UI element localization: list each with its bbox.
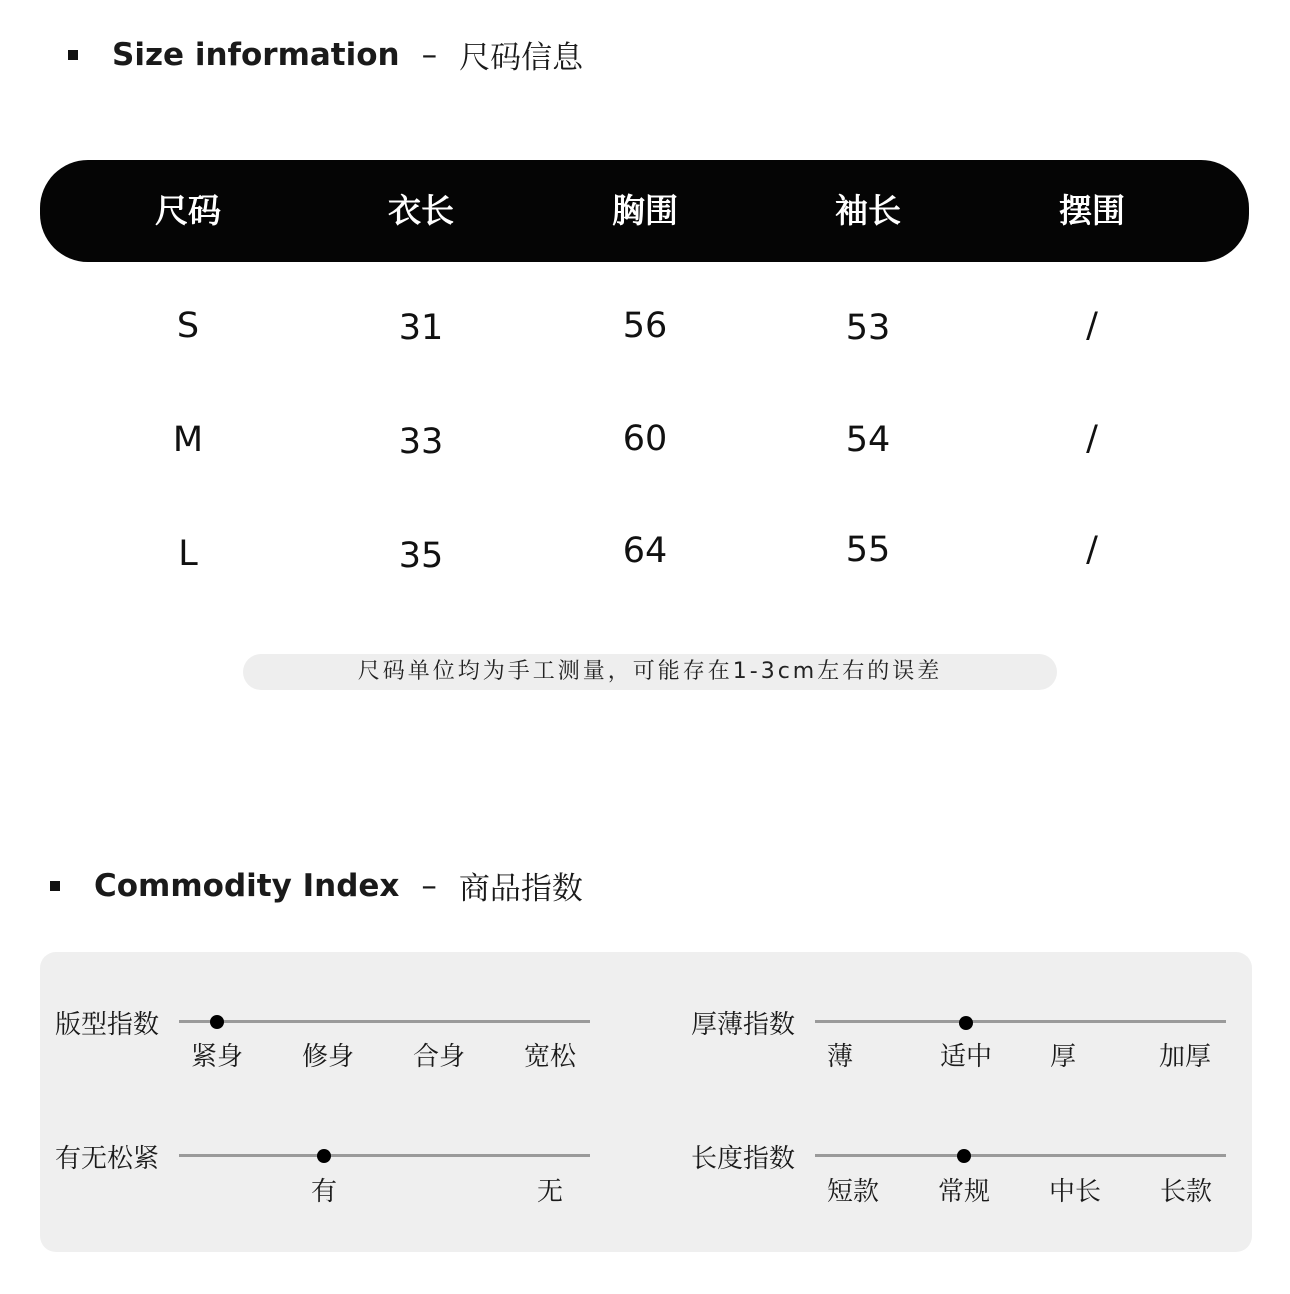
- fit-index-label: 版型指数: [55, 1010, 160, 1040]
- length-index-marker: [957, 1149, 971, 1163]
- length-option: 长款: [1159, 1177, 1213, 1207]
- elasticity-index-track: [179, 1154, 590, 1157]
- size-title-zh: 尺码信息: [459, 40, 584, 76]
- fit-option: 宽松: [523, 1042, 577, 1072]
- length-option: 中长: [1048, 1177, 1102, 1207]
- elasticity-index-marker: [317, 1149, 331, 1163]
- elasticity-option: 有: [310, 1177, 338, 1207]
- thickness-option: 厚: [1049, 1042, 1077, 1072]
- cell-size: S: [176, 306, 200, 346]
- index-section-title: [50, 863, 583, 908]
- index-title-zh: 商品指数: [458, 871, 583, 907]
- title-dash: –: [421, 867, 437, 904]
- cell-length: 31: [398, 308, 444, 348]
- elasticity-index-label: 有无松紧: [55, 1144, 160, 1174]
- length-index-track: [815, 1154, 1226, 1157]
- length-option: 短款: [826, 1177, 880, 1207]
- header-hem: 摆围: [1059, 191, 1125, 230]
- cell-length: 35: [398, 536, 444, 576]
- cell-hem: /: [1086, 419, 1098, 459]
- thickness-index-track: [815, 1020, 1226, 1023]
- cell-sleeve: 55: [845, 530, 891, 570]
- size-table-header: [40, 160, 1249, 262]
- cell-size: M: [172, 420, 204, 460]
- thickness-index-label: 厚薄指数: [691, 1010, 796, 1040]
- length-index-label: 长度指数: [691, 1144, 796, 1174]
- commodity-index-panel: [40, 952, 1252, 1252]
- cell-hem: /: [1086, 530, 1098, 570]
- bullet-icon: [50, 881, 60, 891]
- fit-option: 合身: [412, 1042, 466, 1072]
- header-size: 尺码: [155, 191, 221, 230]
- index-title-en: Commodity Index: [94, 867, 400, 904]
- thickness-option: 适中: [939, 1042, 993, 1072]
- fit-index-marker: [210, 1015, 224, 1029]
- length-option: 常规: [937, 1177, 991, 1207]
- cell-length: 33: [398, 422, 444, 462]
- title-dash: –: [421, 36, 438, 73]
- elasticity-option: 无: [536, 1177, 564, 1207]
- thickness-option: 加厚: [1158, 1042, 1212, 1072]
- cell-sleeve: 53: [845, 308, 891, 348]
- cell-chest: 60: [622, 419, 668, 459]
- size-title-en: Size information: [112, 36, 400, 73]
- cell-sleeve: 54: [845, 420, 891, 460]
- fit-option: 修身: [301, 1042, 355, 1072]
- header-chest: 胸围: [612, 191, 678, 230]
- thickness-option: 薄: [826, 1042, 854, 1072]
- bullet-icon: [68, 50, 78, 60]
- size-section-title: [68, 32, 583, 77]
- cell-chest: 56: [622, 306, 668, 346]
- cell-chest: 64: [622, 531, 668, 571]
- header-sleeve: 袖长: [835, 191, 901, 230]
- measurement-note: 尺码单位均为手工测量，可能存在1-3cm左右的误差: [243, 654, 1057, 690]
- fit-index-track: [179, 1020, 590, 1023]
- thickness-index-marker: [959, 1016, 973, 1030]
- cell-size: L: [178, 534, 198, 574]
- header-length: 衣长: [388, 191, 454, 230]
- cell-hem: /: [1086, 306, 1098, 346]
- fit-option: 紧身: [190, 1042, 244, 1072]
